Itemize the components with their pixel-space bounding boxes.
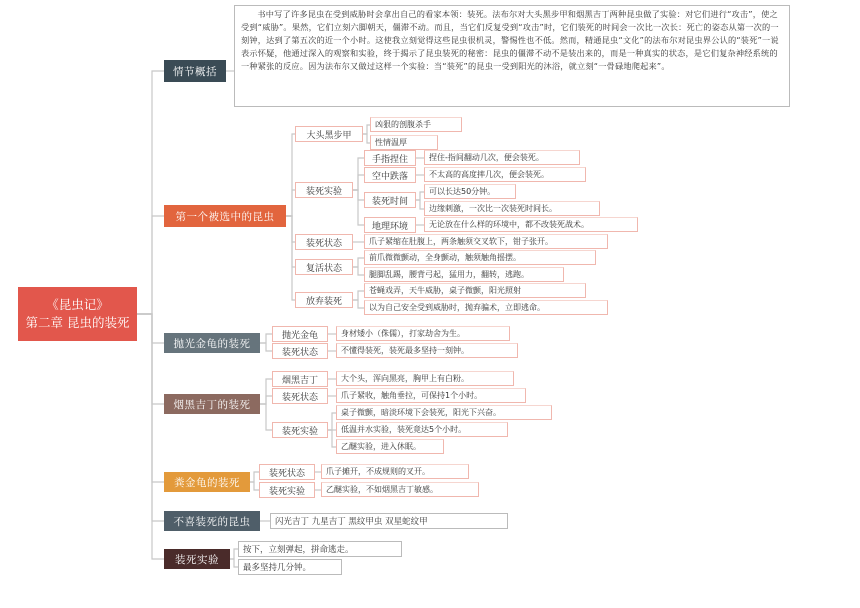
- experiment-connector: [353, 175, 364, 190]
- sub-yanhei-b: 装死状态: [272, 388, 328, 404]
- leaf-yanhei-b: 爪子紧收，触角垂拉，可保持1个小时。: [336, 388, 526, 403]
- paoguang-connector: [260, 334, 272, 343]
- sub-shijian: 装死时间: [364, 192, 416, 208]
- sub-paoguang-a: 抛光金龟: [272, 326, 328, 342]
- leaf-paoguang-a: 身材矮小（侏儒），打家劫舍为生。: [336, 326, 510, 341]
- branch-summary: 情节概括: [164, 60, 226, 82]
- root-connector: [137, 314, 164, 404]
- leaf-yanhei-c-2: 低温并水实验，装死竟达5个小时。: [336, 422, 508, 437]
- datou-connector: [363, 125, 370, 134]
- root-connector: [137, 314, 164, 343]
- root-connector: [137, 314, 164, 521]
- branch-zhuangsi: 装死实验: [164, 549, 230, 569]
- root-connector: [137, 71, 164, 314]
- leaf-yanhei-c-3: 乙醚实验，进入休眠。: [336, 439, 444, 454]
- leaf-huangjin-b: 乙醚实验，不如烟黑吉丁敏感。: [321, 482, 479, 497]
- first-connector: [286, 190, 295, 216]
- sub-datou: 大头黑步甲: [295, 126, 363, 142]
- paoguang-connector: [260, 343, 272, 351]
- leaf-datou-1: 凶狠的剖腹杀手: [370, 117, 462, 132]
- root-topic: [18, 287, 137, 341]
- first-connector: [286, 216, 295, 242]
- root-title: 《昆虫记》: [46, 297, 109, 312]
- revive-connector: [353, 258, 364, 267]
- leaf-giveup-1: 苍蝇戏弄，天牛威胁，桌子微颤，阳光照射: [364, 283, 586, 298]
- branch-first-insect: 第一个被选中的昆虫: [164, 205, 286, 227]
- sub-giveup: 放弃装死: [295, 292, 353, 308]
- leaf-zhijian: 捏住-指间翻动几次，便会装死。: [424, 150, 580, 165]
- experiment-connector: [353, 190, 364, 225]
- first-connector: [286, 134, 295, 216]
- yanhei-connector: [260, 396, 272, 404]
- sub-state: 装死状态: [295, 234, 353, 250]
- first-connector: [286, 216, 295, 300]
- leaf-huangjin-a: 爪子摊开，不成规则的叉开。: [321, 464, 469, 479]
- leaf-zhuangsi-2: 最多坚持几分钟。: [238, 559, 342, 575]
- root-connector: [137, 314, 164, 482]
- yh-c-connector: [328, 430, 336, 447]
- sub-paoguang-b: 装死状态: [272, 343, 328, 359]
- leaf-kongzhong: 不太高的高度摔几次，便会装死。: [424, 167, 586, 182]
- giveup-connector: [353, 291, 364, 300]
- sub-revive: 复活状态: [295, 259, 353, 275]
- yh-c-connector: [328, 413, 336, 430]
- leaf-giveup-2: 以为自己安全受到威胁时，抛弃骗术，立即逃命。: [364, 300, 608, 315]
- leaf-zhuangsi-1: 按下，立刻弹起，拼命逃走。: [238, 541, 402, 557]
- zhuangsi-connector: [230, 549, 238, 559]
- leaf-buxi: 闪光吉丁 九星吉丁 黑纹甲虫 双星蛇纹甲: [270, 513, 508, 529]
- leaf-dili: 无论放在什么样的环境中，都不改装死战术。: [424, 217, 638, 232]
- shijian-connector: [416, 200, 424, 209]
- root-connector: [137, 216, 164, 314]
- branch-buxi: 不喜装死的昆虫: [164, 511, 260, 531]
- root-connector: [137, 314, 164, 559]
- datou-connector: [363, 134, 370, 143]
- sub-kongzhong: 空中跌落: [364, 167, 416, 183]
- shijian-connector: [416, 192, 424, 200]
- huangjin-connector: [250, 472, 259, 482]
- yanhei-connector: [260, 404, 272, 430]
- sub-huangjin-b: 装死实验: [259, 482, 315, 498]
- leaf-shijian-2: 边缘刺激，一次比一次装死时间长。: [424, 201, 600, 216]
- sub-zhijian: 手指捏住: [364, 150, 416, 166]
- leaf-datou-2: 性情温厚: [370, 135, 438, 150]
- giveup-connector: [353, 300, 364, 308]
- huangjin-connector: [250, 482, 259, 490]
- leaf-shijian-1: 可以长达50分钟。: [424, 184, 516, 199]
- leaf-state: 爪子紧缩在肚腹上，两条触须交叉软下，钳子张开。: [364, 234, 608, 249]
- zhuangsi-connector: [230, 559, 238, 567]
- leaf-paoguang-b: 不懂得装死，装死最多坚持一刻钟。: [336, 343, 518, 358]
- root-subtitle: 第二章 昆虫的装死: [25, 315, 130, 330]
- branch-paoguang: 抛光金龟的装死: [164, 333, 260, 353]
- branch-yanhei: 烟黑吉丁的装死: [164, 394, 260, 414]
- leaf-yanhei-c-1: 桌子微颤，暗淡环境下会装死，阳光下兴奋。: [336, 405, 552, 420]
- sub-yanhei-a: 烟黑吉丁: [272, 371, 328, 387]
- leaf-revive-1: 前爪微微颤动，全身颤动，触须触角摇摆。: [364, 250, 596, 265]
- sub-huangjin-a: 装死状态: [259, 464, 315, 480]
- sub-yanhei-c: 装死实验: [272, 422, 328, 438]
- summary-text: 书中写了许多昆虫在受到威胁时会拿出自己的看家本领：装死。法布尔对大头黑步甲和烟黑吉丁两种昆虫做了实验：对它们进行“攻击”，使之受到“威胁”。果然，它们立刻六脚朝天，僵滞不动。而且，当它们反复受到“攻击”时，它们装死的时间会一次比一次长：死亡的姿态从第一次的一刻钟，达到了第五次的近一个小时。这使我立刻觉得这些昆虫很机灵，警惕性也不低。然而，精通昆虫“文化”的法布尔对昆虫界公认的“装死”一说表示怀疑，他通过深入的观察和实验，终于揭示了昆虫装死的秘密：昆虫的僵滞不动不是装出来的，而是一种真实的状态，是它们复杂神经系统的一种紧张的反应。因为法布尔又做过这样一个实验：当“装死”的昆虫一受到阳光的沐浴，就立刻“一骨碌地爬起来”。: [234, 5, 790, 107]
- revive-connector: [353, 267, 364, 275]
- sub-experiment: 装死实验: [295, 182, 353, 198]
- leaf-revive-2: 腿脚乱踢，腰背弓起，猛用力，翻转，逃跑。: [364, 267, 564, 282]
- leaf-yanhei-a: 大个头，浑向黑亮，胸甲上有白粉。: [336, 371, 514, 386]
- branch-huangjin: 粪金龟的装死: [164, 472, 250, 492]
- sub-dili: 地理环境: [364, 217, 416, 233]
